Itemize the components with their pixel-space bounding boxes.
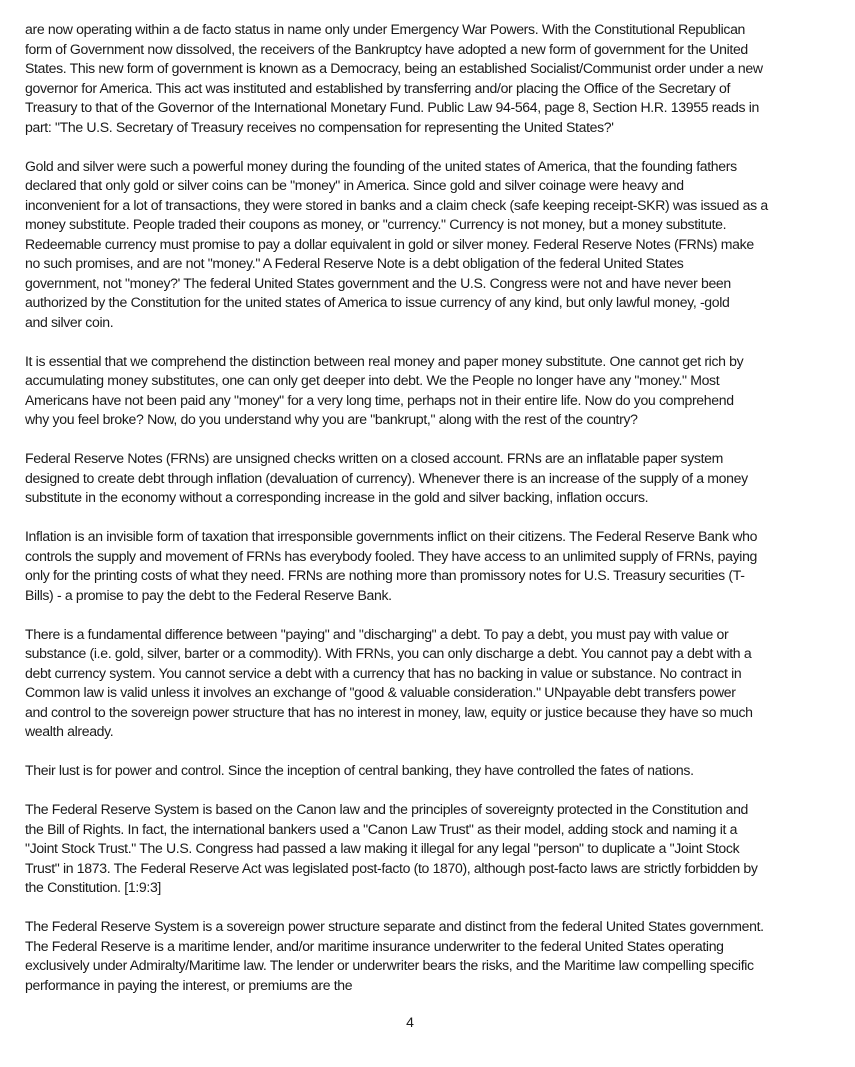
text-line: Trust" in 1873. The Federal Reserve Act was legislated post-facto (to 1870), although post-facto laws are strictly forbidden by bbox=[25, 860, 758, 877]
text-line: States. This new form of government is known as a Democracy, being an established Socialist/Communist order under a new bbox=[25, 61, 763, 77]
text-line: no such promises, and are not "money." A Federal Reserve Note is a debt obligation of the federal United States bbox=[25, 256, 684, 272]
text-line: Redeemable currency must promise to pay a dollar equivalent in gold or silver money. Federal Reserve Notes (FRNs) make bbox=[25, 236, 754, 253]
text-line: and control to the sovereign power structure that has no interest in money, law, equity or justice because they have so much bbox=[25, 704, 753, 721]
text-line: Inflation is an invisible form of taxation that irresponsible governments inflict on their citizens. The Federal Reserve Bank who bbox=[25, 529, 758, 545]
text-line: There is a fundamental difference between "paying" and "discharging" a debt. To pay a debt, you must pay with value or bbox=[25, 626, 729, 643]
text-line: Federal Reserve Notes (FRNs) are unsigned checks written on a closed account. FRNs are an inflatable paper system bbox=[25, 451, 724, 467]
text-line: performance in paying the interest, or premiums are the bbox=[25, 977, 353, 994]
text-line: only for the printing costs of what they need. FRNs are nothing more than promissory notes for U.S. Treasury securities (T- bbox=[25, 568, 745, 584]
text-line: debt currency system. You cannot service a debt with a currency that has no backing in value or substance. No contract in bbox=[25, 665, 742, 682]
text-line: controls the supply and movement of FRNs has everybody fooled. They have access to an unlimited supply of FRNs, paying bbox=[25, 548, 758, 565]
text-line: The Federal Reserve System is a sovereign power structure separate and distinct from the federal United States government. bbox=[25, 919, 764, 935]
paragraph bbox=[25, 528, 840, 606]
paragraph bbox=[25, 21, 840, 138]
document-page bbox=[25, 21, 840, 1016]
paragraph bbox=[25, 801, 840, 899]
page-number: 4 bbox=[406, 1014, 414, 1030]
text-line: the Bill of Rights. In fact, the international bankers used a "Canon Law Trust" as their model, adding stock and naming it a bbox=[25, 821, 738, 838]
text-line: why you feel broke? Now, do you understand why you are "bankrupt," along with the rest of the country? bbox=[25, 412, 638, 428]
text-line: inconvenient for a lot of transactions, they were stored in banks and a claim check (safe keeping receipt-SKR) was issued as a bbox=[25, 197, 768, 214]
paragraph bbox=[25, 353, 840, 431]
text-line: authorized by the Constitution for the united states of America to issue currency of any kind, but only lawful money, -gold bbox=[25, 295, 730, 311]
text-line: Americans have not been paid any "money" for a very long time, perhaps not in their entire life. Now do you comprehend bbox=[25, 392, 734, 409]
text-line: part: "The U.S. Secretary of Treasury receives no compensation for representing the United States?' bbox=[25, 119, 614, 136]
text-line: declared that only gold or silver coins can be "money" in America. Since gold and silver coinage were heavy and bbox=[25, 178, 684, 194]
text-line: are now operating within a de facto status in name only under Emergency War Powers. With the Constitutional Republican bbox=[25, 22, 746, 38]
text-line: substance (i.e. gold, silver, barter or a commodity). With FRNs, you can only discharge a debt. You cannot pay a debt with a bbox=[25, 646, 752, 662]
text-line: The Federal Reserve System is based on the Canon law and the principles of sovereignty protected in the Constitution and bbox=[25, 802, 749, 818]
text-line: Gold and silver were such a powerful money during the founding of the united states of America, that the founding fathers bbox=[25, 158, 737, 175]
text-line: "Joint Stock Trust." The U.S. Congress had passed a law making it illegal for any legal "person" to duplicate a "Joint Stock bbox=[25, 841, 740, 857]
text-line: Bills) - a promise to pay the debt to the Federal Reserve Bank. bbox=[25, 587, 392, 604]
text-line: Common law is valid unless it involves an exchange of "good & valuable consideration." UNpayable debt transfers power bbox=[25, 685, 736, 701]
text-line: government, not "money?' The federal United States government and the U.S. Congress were not and have never been bbox=[25, 275, 731, 292]
paragraph bbox=[25, 762, 840, 782]
paragraph bbox=[25, 626, 840, 743]
text-line: designed to create debt through inflation (devaluation of currency). Whenever there is an increase of the supply of a money bbox=[25, 470, 748, 487]
text-line: the Constitution. [1:9:3] bbox=[25, 880, 161, 896]
text-line: substitute in the economy without a corresponding increase in the gold and silver backing, inflation occurs. bbox=[25, 490, 649, 506]
text-line: Their lust is for power and control. Since the inception of central banking, they have controlled the fates of nations. bbox=[25, 763, 694, 779]
paragraph bbox=[25, 450, 840, 509]
paragraph bbox=[25, 918, 840, 996]
text-line: wealth already. bbox=[25, 724, 114, 740]
text-line: form of Government now dissolved, the receivers of the Bankruptcy have adopted a new form of government for the United bbox=[25, 41, 748, 58]
text-line: money substitute. People traded their coupons as money, or "currency." Currency is not money, but a money substitute. bbox=[25, 217, 727, 233]
text-line: and silver coin. bbox=[25, 314, 114, 331]
text-line: It is essential that we comprehend the distinction between real money and paper money substitute. One cannot get rich by bbox=[25, 353, 744, 370]
text-line: governor for America. This act was instituted and established by transferring and/or placing the Office of the Secretary of bbox=[25, 80, 731, 97]
text-line: Treasury to that of the Governor of the International Monetary Fund. Public Law 94-564, page 8, Section H.R. 13955 reads in bbox=[25, 100, 760, 116]
text-line: exclusively under Admiralty/Maritime law. The lender or underwriter bears the risks, and the Maritime law compelling specific bbox=[25, 958, 754, 974]
text-line: The Federal Reserve is a maritime lender, and/or maritime insurance underwriter to the federal United States operating bbox=[25, 938, 724, 955]
text-line: accumulating money substitutes, one can only get deeper into debt. We the People no longer have any "money." Most bbox=[25, 373, 720, 389]
paragraph bbox=[25, 158, 840, 334]
